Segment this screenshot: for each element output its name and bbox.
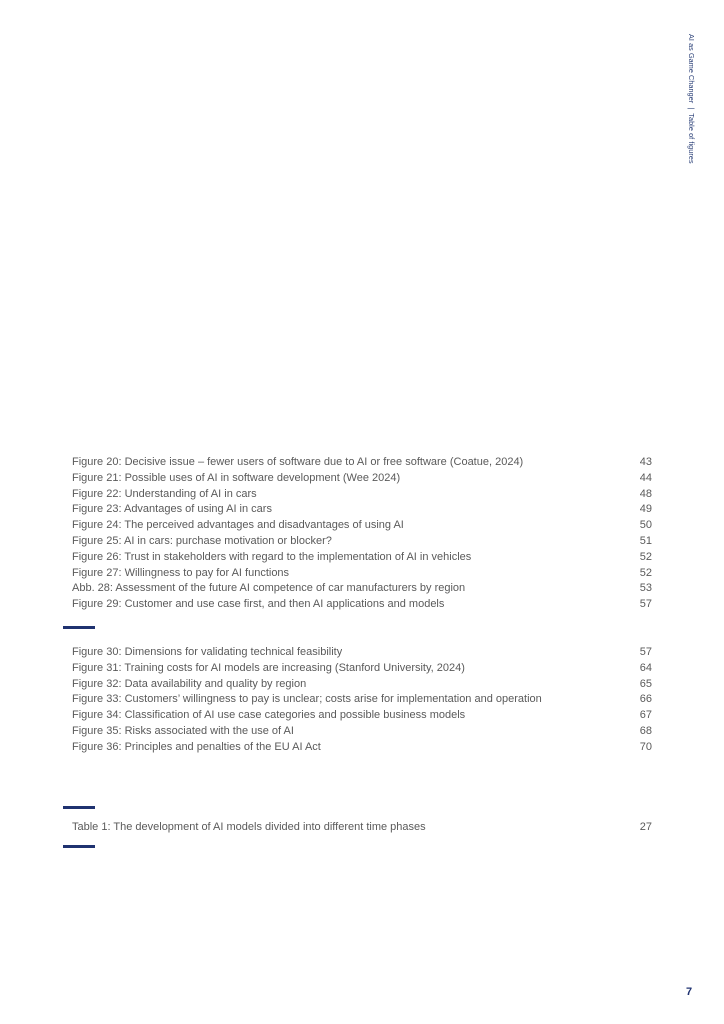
toc-entry[interactable] (72, 518, 652, 534)
toc-entry-page: 68 (639, 724, 652, 737)
toc-entry-page: 48 (639, 487, 652, 500)
toc-entry[interactable] (72, 645, 652, 661)
toc-entry-page: 70 (639, 740, 652, 753)
toc-entry-label: Figure 26: Trust in stakeholders with regard to the implementation of AI in vehicles (72, 550, 472, 563)
toc-entry-label: Figure 20: Decisive issue – fewer users of software due to AI or free software (Coatue, 2024) (72, 456, 524, 468)
running-header-separator: | (687, 107, 696, 110)
toc-entry-page: 53 (639, 582, 652, 595)
toc-entry-label: Figure 22: Understanding of AI in cars (72, 487, 257, 500)
toc-entry[interactable] (72, 661, 652, 677)
toc-entry-page: 27 (639, 821, 652, 833)
toc-entry-page: 50 (639, 519, 652, 532)
toc-entry[interactable] (72, 487, 652, 503)
toc-entry[interactable] (72, 692, 652, 708)
toc-entry[interactable] (72, 550, 652, 566)
toc-entry-label: Figure 31: Training costs for AI models are increasing (Stanford University, 2024) (72, 661, 465, 674)
toc-entry[interactable] (72, 566, 652, 582)
toc-entry-label: Figure 23: Advantages of using AI in cars (72, 503, 272, 516)
toc-entry-label: Figure 25: AI in cars: purchase motivation or blocker? (72, 534, 332, 547)
toc-entry-label: Figure 36: Principles and penalties of the EU AI Act (72, 740, 321, 753)
tables-list (72, 820, 652, 836)
toc-entry[interactable] (72, 502, 652, 518)
toc-entry[interactable] (72, 740, 652, 756)
toc-entry-label: Figure 27: Willingness to pay for AI functions (72, 566, 290, 579)
toc-entry[interactable] (72, 471, 652, 487)
toc-entry-page: 49 (639, 503, 652, 516)
toc-entry-label: Figure 30: Dimensions for validating technical feasibility (72, 646, 343, 658)
section-divider (63, 806, 95, 809)
figures-list-1 (72, 455, 652, 613)
toc-entry-label: Figure 32: Data availability and quality by region (72, 677, 307, 690)
toc-entry-label: Figure 35: Risks associated with the use of AI (72, 724, 294, 737)
toc-entry-page: 57 (639, 598, 652, 611)
toc-entry-page: 43 (639, 456, 652, 468)
toc-entry[interactable] (72, 724, 652, 740)
toc-entry-page: 65 (639, 677, 652, 690)
toc-entry-page: 44 (639, 471, 652, 484)
toc-entry-label: Figure 24: The perceived advantages and disadvantages of using AI (72, 519, 404, 532)
toc-entry-page: 51 (639, 534, 652, 547)
toc-entry-label: Figure 21: Possible uses of AI in software development (Wee 2024) (72, 471, 401, 484)
toc-entry[interactable] (72, 581, 652, 597)
toc-entry[interactable] (72, 597, 652, 613)
running-header-title: AI as Game Changer (687, 34, 696, 104)
toc-entry-label: Figure 34: Classification of AI use case categories and possible business models (72, 709, 466, 722)
toc-entry-label: Abb. 28: Assessment of the future AI competence of car manufacturers by region (72, 582, 466, 595)
figures-list-2 (72, 645, 652, 756)
toc-entry-label: Table 1: The development of AI models divided into different time phases (72, 821, 426, 833)
toc-entry-page: 57 (639, 646, 652, 658)
toc-entry-page: 52 (639, 566, 652, 579)
toc-entry-page: 67 (639, 709, 652, 722)
toc-entry-label: Figure 29: Customer and use case first, and then AI applications and models (72, 598, 445, 611)
toc-entry[interactable] (72, 534, 652, 550)
toc-entry[interactable] (72, 677, 652, 693)
section-divider (63, 845, 95, 848)
toc-entry-label: Figure 33: Customers’ willingness to pay is unclear; costs arise for implementation and operation (72, 693, 542, 706)
running-header-section: Table of figures (687, 113, 696, 164)
toc-entry-page: 64 (639, 661, 652, 674)
running-header (684, 34, 698, 164)
toc-entry-page: 52 (639, 550, 652, 563)
toc-entry[interactable] (72, 455, 652, 471)
page-number: 7 (686, 986, 693, 998)
toc-entry[interactable] (72, 820, 652, 836)
toc-entry[interactable] (72, 708, 652, 724)
section-divider (63, 626, 95, 629)
toc-entry-page: 66 (639, 693, 652, 706)
